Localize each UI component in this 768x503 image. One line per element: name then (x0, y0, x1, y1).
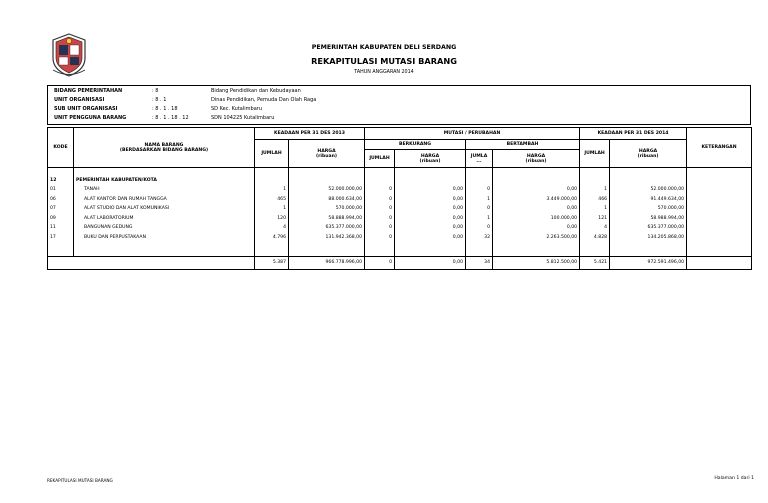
total-harga-2014: 972.591.496,00 (610, 257, 687, 270)
row-harga-bertambah: 0,00 (493, 204, 580, 214)
row-harga-2013: 131.942.368,00 (289, 233, 365, 243)
row-harga-2013: 635.377.000,00 (289, 223, 365, 233)
info-label: SUB UNIT ORGANISASI (54, 106, 118, 112)
col-harga-2013 (289, 140, 365, 168)
col-nama-line2: (BERDASARKAN BIDANG BARANG) (119, 147, 209, 153)
spacer-row (48, 168, 752, 176)
row-harga-bertambah: 0,00 (493, 223, 580, 233)
info-code: : 8 (152, 88, 159, 94)
harga-label: HARGA (317, 148, 336, 154)
row-harga-2014: 635.377.000,00 (610, 223, 687, 233)
row-jumlah-bertambah: 1 (466, 195, 493, 205)
total-harga-berkurang: 0,00 (395, 257, 466, 270)
row-jumlah-2013: 1 (255, 204, 289, 214)
col-keadaan-2013: KEADAAN PER 31 DES 2013 (255, 128, 365, 140)
footer-left: REKAPITULASI MUTASI BARANG (47, 478, 113, 483)
page-title: REKAPITULASI MUTASI BARANG (311, 56, 457, 66)
row-harga-bertambah: 3.449.000,00 (493, 195, 580, 205)
row-harga-bertambah: 0,00 (493, 185, 580, 195)
fiscal-year: TAHUN ANGGARAN 2014 (354, 70, 414, 75)
harga-label: HARGA (638, 148, 658, 154)
row-harga-bertambah: 2.263.500,00 (493, 233, 580, 243)
row-jumlah-2014: 4.828 (580, 233, 610, 243)
info-label: UNIT PENGGUNA BARANG (54, 115, 127, 121)
row-jumlah-2014: 466 (580, 195, 610, 205)
row-jumlah-berkurang: 0 (365, 195, 395, 205)
col-bertambah: BERTAMBAH (466, 140, 580, 150)
row-jumlah-bertambah: 0 (466, 185, 493, 195)
government-name: PEMERINTAH KABUPATEN DELI SERDANG (311, 44, 457, 51)
row-nama: BANGUNAN GEDUNG (74, 223, 255, 233)
row-jumlah-berkurang: 0 (365, 185, 395, 195)
spacer-row (48, 243, 752, 257)
row-kode: 09 (48, 214, 74, 224)
col-harga-berkurang (395, 150, 466, 168)
info-code: : 8 . 1 . 18 (152, 106, 178, 112)
row-harga-berkurang: 0,00 (395, 204, 466, 214)
table-row (48, 223, 752, 233)
col-kode: KODE (48, 128, 74, 168)
table-row (48, 204, 752, 214)
col-nama (74, 128, 255, 168)
info-code: : 8 . 1 (152, 97, 167, 103)
col-harga-bertambah (493, 150, 580, 168)
group-nama: PEMERINTAH KABUPATEN/KOTA (74, 176, 255, 186)
row-jumlah-2013: 120 (255, 214, 289, 224)
col-nama-line1: NAMA BARANG (144, 142, 184, 148)
row-jumlah-2013: 465 (255, 195, 289, 205)
col-jumlah-2013: JUMLAH (255, 140, 289, 168)
info-label: BIDANG PEMERINTAHAN (54, 88, 123, 94)
row-jumlah-2013: 1 (255, 185, 289, 195)
info-value: Bidang Pendidikan dan Kebudayaan (211, 88, 301, 94)
table-row (48, 233, 752, 243)
row-jumlah-2014: 4 (580, 223, 610, 233)
total-harga-2013: 966.778.996,00 (289, 257, 365, 270)
row-harga-2014: 134.205.868,00 (610, 233, 687, 243)
row-harga-berkurang: 0,00 (395, 185, 466, 195)
info-value: Dinas Pendidikan, Pemuda Dan Olah Raga (211, 97, 317, 103)
row-kode: 06 (48, 195, 74, 205)
col-berkurang: BERKURANG (365, 140, 466, 150)
row-jumlah-2014: 1 (580, 204, 610, 214)
total-keterangan (687, 257, 752, 270)
row-jumlah-bertambah: 1 (466, 214, 493, 224)
row-jumlah-2014: 1 (580, 185, 610, 195)
group-row (48, 176, 752, 186)
info-code: : 8 . 1 . 18 . 12 (152, 115, 189, 121)
row-kode: 17 (48, 233, 74, 243)
row-harga-berkurang: 0,00 (395, 195, 466, 205)
info-value: SDN 104225 Kutalimbaru (211, 115, 275, 121)
ribuan-label: (ribuan) (419, 158, 441, 164)
row-jumlah-bertambah: 32 (466, 233, 493, 243)
row-jumlah-berkurang: 0 (365, 233, 395, 243)
row-harga-2014: 91.449.634,00 (610, 195, 687, 205)
row-nama: BUKU DAN PERPUSTAKAAN (74, 233, 255, 243)
row-jumlah-berkurang: 0 (365, 204, 395, 214)
row-jumlah-2014: 121 (580, 214, 610, 224)
page-number: Halaman 1 dari 1 (714, 476, 754, 481)
harga-label: HARGA (420, 153, 440, 159)
row-kode: 01 (48, 185, 74, 195)
row-harga-berkurang: 0,00 (395, 233, 466, 243)
ribuan-label: (ribuan) (525, 158, 547, 164)
table-row (48, 214, 752, 224)
row-nama: ALAT KANTOR DAN RUMAH TANGGA (74, 195, 255, 205)
row-harga-2014: 58.988.994,00 (610, 214, 687, 224)
ribuan-label: (ribuan) (316, 153, 337, 159)
total-harga-bertambah: 5.812.500,00 (493, 257, 580, 270)
row-harga-2014: 52.000.000,00 (610, 185, 687, 195)
ribuan-label: (ribuan) (637, 153, 659, 159)
row-kode: 07 (48, 204, 74, 214)
table-row (48, 185, 752, 195)
col-keterangan: KETERANGAN (687, 128, 752, 168)
unit-info-box (47, 85, 751, 125)
row-nama: TANAH (74, 185, 255, 195)
row-kode: 11 (48, 223, 74, 233)
row-jumlah-2013: 4.796 (255, 233, 289, 243)
total-jumlah-bertambah: 34 (466, 257, 493, 270)
total-label-cell (48, 257, 255, 270)
row-harga-bertambah: 100.000,00 (493, 214, 580, 224)
col-jumlah-2014: JUMLAH (580, 140, 610, 168)
total-jumlah-2013: 5.387 (255, 257, 289, 270)
row-jumlah-berkurang: 0 (365, 223, 395, 233)
col-mutasi: MUTASI / PERUBAHAN (365, 128, 580, 140)
row-harga-2014: 570.000,00 (610, 204, 687, 214)
row-jumlah-bertambah: 0 (466, 223, 493, 233)
col-keadaan-2014: KEADAAN PER 31 DES 2014 (580, 128, 687, 140)
row-harga-berkurang: 0,00 (395, 223, 466, 233)
jumla-ellipsis: ... (476, 158, 482, 164)
total-jumlah-2014: 5.421 (580, 257, 610, 270)
table-row (48, 195, 752, 205)
total-row (48, 257, 752, 270)
harga-label: HARGA (526, 153, 546, 159)
col-harga-2014 (610, 140, 687, 168)
row-harga-2013: 88.000.634,00 (289, 195, 365, 205)
row-nama: ALAT LABORATORIUM (74, 214, 255, 224)
info-value: SD Kec. Kutalimbaru (211, 106, 262, 112)
row-harga-2013: 58.888.994,00 (289, 214, 365, 224)
row-jumlah-bertambah: 0 (466, 204, 493, 214)
row-harga-2013: 570.000,00 (289, 204, 365, 214)
jumla-label: JUMLA (470, 153, 488, 159)
col-jumlah-berkurang: JUMLAH (365, 150, 395, 168)
row-harga-berkurang: 0,00 (395, 214, 466, 224)
total-jumlah-berkurang: 0 (365, 257, 395, 270)
mutation-table (47, 127, 752, 270)
group-kode: 12 (48, 176, 74, 186)
row-nama: ALAT STUDIO DAN ALAT KOMUNIKASI (74, 204, 255, 214)
row-jumlah-2013: 4 (255, 223, 289, 233)
row-harga-2013: 52.000.000,00 (289, 185, 365, 195)
info-label: UNIT ORGANISASI (54, 97, 105, 103)
row-jumlah-berkurang: 0 (365, 214, 395, 224)
col-jumla-bertambah (466, 150, 493, 168)
